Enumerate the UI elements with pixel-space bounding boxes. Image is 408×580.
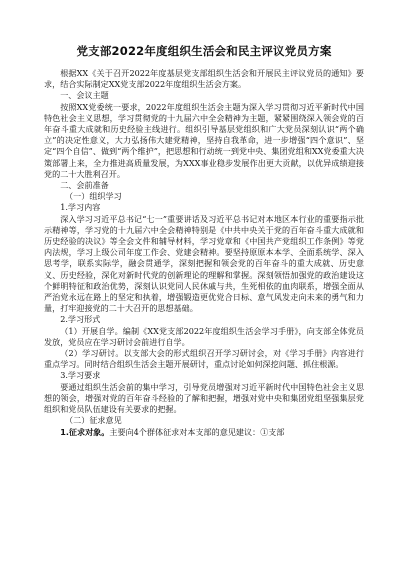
section-2-1-1-heading: 1.学习内容 [60,202,101,213]
section-2-2-heading: （二）征求意见 [65,415,122,426]
section-2-1-heading: （一）组织学习 [65,191,122,202]
section-2-1-2-paragraph-2: （2）学习研讨。以支部大会的形式组织召开学习研讨会，对《学习手册》内容进行重点学习。同时结合组织生活会主题开展研讨，重点讨论如何深挖问题、抓住根源。 [44,348,364,370]
section-2-1-2-paragraph-1: （1）开展自学。编制《XX党支部2022年度组织生活会学习手册》，向支部全体党员发放，党员应在学习研讨会前进行自学。 [44,325,364,347]
intro-paragraph: 根据XX《关于召开2022年度基层党支部组织生活会和开展民主评议党员的通知》要求，结合实际制定XX党支部2022年度组织生活会方案。 [44,68,364,90]
section-2-heading: 二、会前准备 [60,180,109,191]
section-2-1-2-heading: 2.学习形式 [60,314,101,325]
section-1-body: 按照XX党委统一要求，2022年度组织生活会主题为深入学习贯彻习近平新时代中国特色社会主义思想，学习贯彻党的十九届六中全会精神为主题，紧紧围绕深入领会党的百年奋斗重大成就和历史经验主线进行。组织引导基层党组织和广大党员深刻认识“两个确立”的决定性意义，大力弘扬伟大建党精神，坚持自我革命，进一步增强“四个意识”、坚定“四个自信”、做到“两个维护”，把思想和行动统一到党中央、集团党组和XX党委重大决策部署上来，全力推进高质量发展，为XXX事业稳步发展作出更大贡献，以优异成绩迎接党的二十大胜利召开。 [44,101,364,179]
section-2-2-1-text: 主要向4个群体征求对本支部的意见建议：①支部 [109,426,285,437]
section-2-1-1-body: 深入学习习近平总书记“七一”重要讲话及习近平总书记对本地区本行业的重要指示批示精神等，学习党的十九届六中全会精神特别是《中共中央关于党的百年奋斗重大成就和历史经验的决议》等全会文件和辅导材料，学习党章和《中国共产党组织工作条例》等党内法规，学习上级公司年度工作会、党建会精神。要坚持原原本本学、全面系统学、深入思考学，联系实际学，融会贯通学，深刻把握和领会党的百年奋斗的重大成就、历史意义、历史经验，深化对新时代党的创新理论的理解和掌握。深刻领悟加强党的政治建设这个鲜明特征和政治优势，深刻认识党同人民休戚与共，生死相依的血肉联系，增强全面从严治党永远在路上的坚定和执着，增强锻造更优党合日标、意气风发走向未来的勇气和力量，打牢迎接党的二十大召开的思想基础。 [44,213,364,314]
section-2-2-1-line [44,427,364,438]
section-2-1-3-body: 要通过组织生活会前的集中学习，引导党员增强对习近平新时代中国特色社会主义思想的领会，增强对党的百年奋斗经验的了解和把握，增强对党中央和集团党组坚强集层党组织和党员队伍建设有关要求的把握。 [44,381,364,415]
section-1-heading: 一、会议主题 [60,90,109,101]
document-title: 党支部2022年度组织生活会和民主评议党员方案 [76,44,332,58]
section-2-1-3-heading: 3.学习要求 [60,370,101,381]
section-2-2-1-bold-label: 1.征求对象。 [60,426,110,437]
